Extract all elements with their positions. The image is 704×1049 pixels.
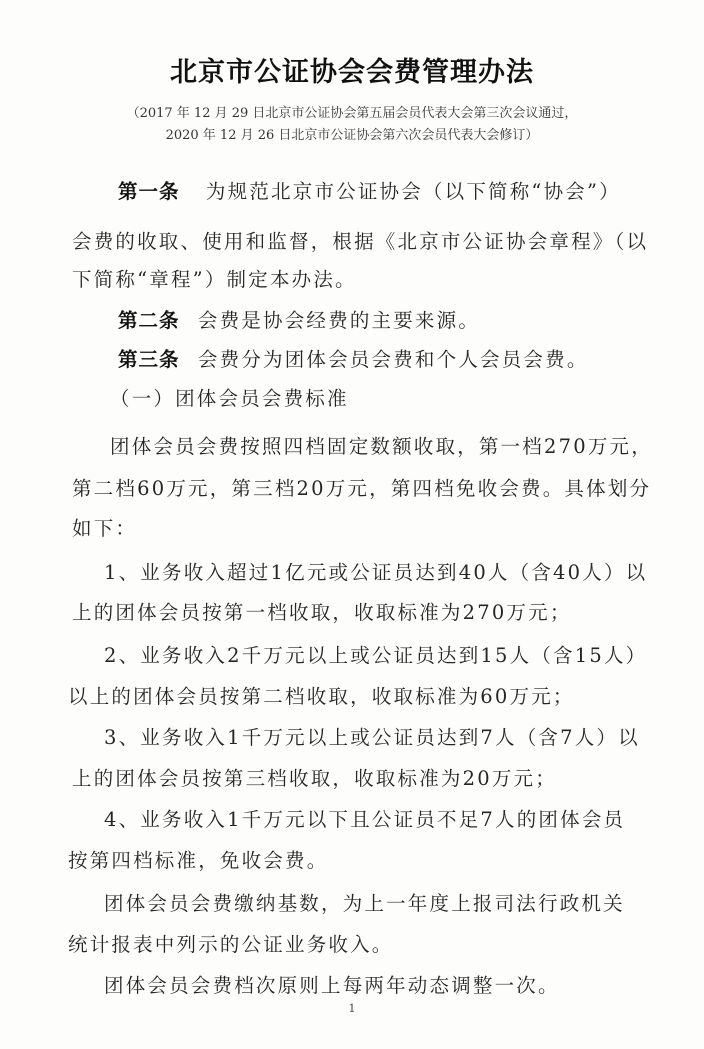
article-2-heading: 第二条 [118,309,180,332]
page-number: 1 [348,1002,356,1015]
document-title: 北京市公证协会会费管理办法 [170,57,534,88]
article-3 [118,344,589,372]
article-1-text-1: 为规范北京市公证协会（以下简称“协会”） [205,180,621,203]
article-2 [118,305,480,333]
item-3-text-2: 上的团体会员按第三档收取，收取标准为20万元； [72,767,557,790]
article-1-heading: 第一条 [118,180,180,203]
base-text-1: 团体会员会费缴纳基数，为上一年度上报司法行政机关 [104,892,625,915]
article-3-text: 会费分为团体会员会费和个人会员会费。 [197,348,589,371]
base-text-2: 统计报表中列示的公证业务收入。 [68,933,394,956]
item-1-text-1: 1、业务收入超过1亿元或公证员达到40人（含40人）以 [104,561,648,584]
article-3-heading: 第三条 [118,348,180,371]
document-subtitle-line-1: （2017 年 12 月 29 日北京市公证协会第五届会员代表大会第三次会议通过， [126,106,578,121]
article-2-text: 会费是协会经费的主要来源。 [197,309,481,332]
item-4-text-1: 4、业务收入1千万元以下且公证员不足7人的团体会员 [104,808,626,831]
item-2-text-2: 以上的团体会员按第二档收取，收取标准为60万元； [68,685,575,708]
tiers-text-3: 如下： [72,517,138,540]
item-1-text-2: 上的团体会员按第一档收取，收取标准为270万元； [72,601,572,624]
article-1-first-line [118,176,621,204]
document-subtitle-line-2: 2020 年 12 月 26 日北京市公证协会第六次会员代表大会修订） [165,128,539,143]
item-3-text-1: 3、业务收入1千万元以上或公证员达到7人（含7人）以 [104,726,640,749]
article-1-text-3: 下简称“章程”）制定本办法。 [72,268,357,291]
item-4-text-2: 按第四档标准，免收会费。 [68,849,329,872]
tiers-text-1: 团体会员会费按照四档固定数额收取，第一档270万元， [110,435,653,458]
adjust-text: 团体会员会费档次原则上每两年动态调整一次。 [104,974,560,997]
article-1-text-2: 会费的收取、使用和监督，根据《北京市公证协会章程》（以 [72,230,649,253]
item-2-text-1: 2、业务收入2千万元以上或公证员达到15人（含15人） [104,644,648,667]
section-1-heading: （一）团体会员会费标准 [110,387,349,410]
tiers-text-2: 第二档60万元，第三档20万元，第四档免收会费。具体划分 [72,477,652,500]
